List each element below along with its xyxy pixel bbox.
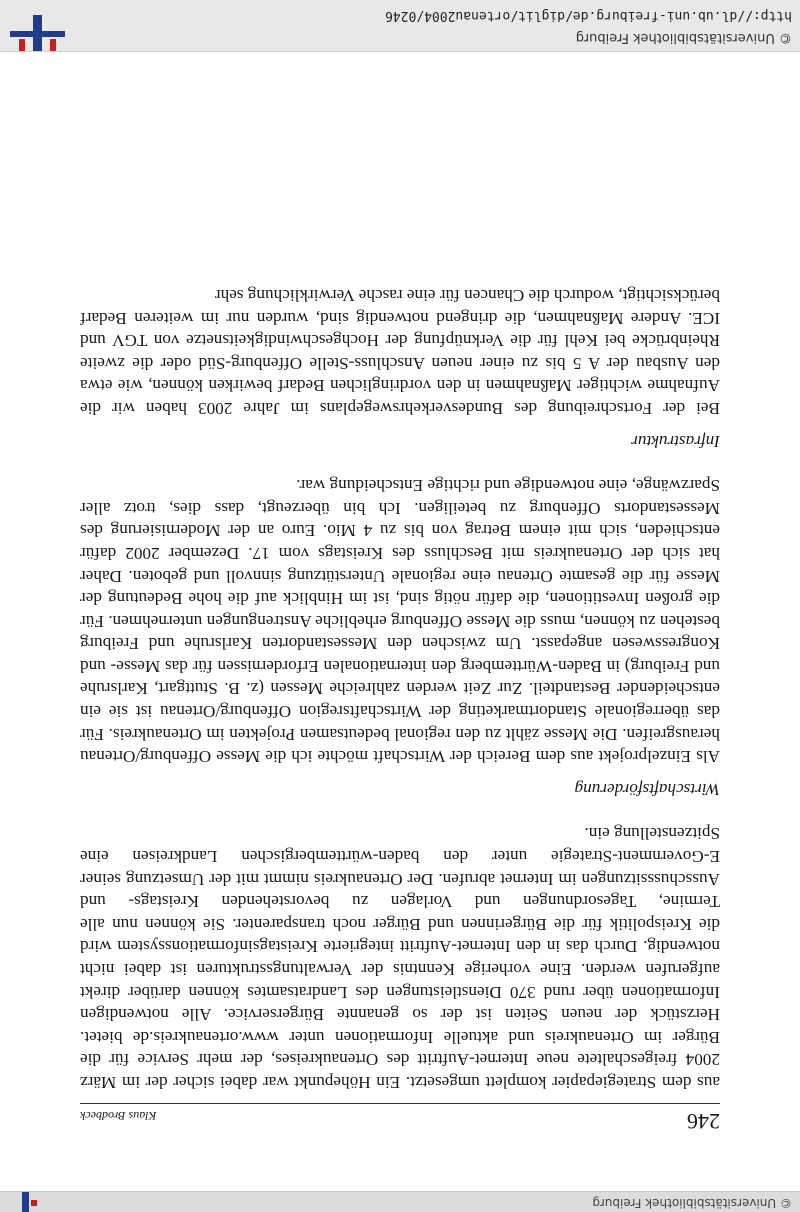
page-body [80, 283, 720, 1093]
page-content [80, 283, 720, 1142]
page-header [80, 1103, 720, 1142]
section-heading: Infrastruktur [631, 431, 720, 451]
running-head-author: Klaus Brodbeck [80, 1109, 157, 1123]
library-logo-icon [22, 1192, 29, 1212]
paragraph: Als Einzelprojekt aus dem Bereich der Wirtschaft möchte ich die Messe Offenburg/Ortenau herausgreifen. Die Messe zählt zu den regional bedeutsamen Projekten im Ortenaukreis. Für das überregionale Standortmarketing der Wirtschaftsregion Offenburg/Ortenau ist sie ein entscheidender Bestandteil. Zur Zeit werden zahlreiche Messen (z. B. Stuttgart, Karlsruhe und Freiburg) in Baden-Württemberg den internationalen Erfordernissen für das Messe- und Kongresswesen angepasst. Um zwischen den Messestandorten Karlsruhe und Freiburg bestehen zu können, muss die Messe Offenburg erhebliche Anstrengungen unternehmen. Für die großen Investitionen, die dafür nötig sind, ist im Hinblick auf die hohe Bedeutung der Messe für die gesamte Ortenau eine regionale Unterstützung sinnvoll und geboten. Daher hat sich der Ortenaukreis mit Beschluss des Kreistags vom 17. Dezember 2002 dafür entschieden, sich mit einem Betrag von bis zu 4 Mio. Euro an der Modernisierung des Messestandorts Offenburg zu beteiligen. Ich bin überzeugt, dass dies, trotz aller Sparzwänge, eine notwendige und richtige Entscheidung war. [80, 476, 720, 767]
bottom-toolbar [0, 0, 800, 52]
library-logo-accent-icon [50, 39, 56, 51]
library-logo-bar-icon [10, 31, 65, 37]
source-url-link[interactable]: http://dl.ub.uni-freiburg.de/diglit/ortenau2004/0246 [385, 8, 792, 23]
top-toolbar [0, 1191, 800, 1212]
library-logo-accent-icon [19, 39, 25, 51]
footer-credit: © Universitätsbibliothek Freiburg [575, 30, 792, 45]
page-number: 246 [687, 1109, 720, 1134]
section-heading: Wirtschaftsförderung [574, 779, 720, 799]
library-logo-accent-icon [31, 1200, 37, 1206]
paragraph: aus dem Strategiepapier komplett umgesetzt. Ein Höhepunkt war dabei sicher der im März 2004 freigeschaltete neue Internet-Auftritt des Ortenaukreises, der mehr Service für die Bürger im Ortenaukreis und aktuelle Informationen unter www.ortenaukreis.de bietet. Herzstück der neuen Seiten ist der so genannte Bürgerservice. Alle notwendigen Informationen über rund 370 Dienstleistungen des Landratsamtes können darüber direkt aufgerufen werden. Eine vorherige Kenntnis der Verwaltungsstrukturen ist dabei nicht notwendig. Durch das in den Internet-Auftritt integrierte Kreistagsinformationssystem wird die Kreispolitik für die Bürgerinnen und Bürger noch transparenter. Sie können nun alle Termine, Tagesordnungen und Vorlagen zu bevorstehenden Kreistags- und Ausschusssitzungen im Internet abrufen. Der Ortenaukreis nimmt mit der Umsetzung seiner E-Government-Strategie unter den baden-württembergischen Landkreisen eine Spitzenstellung ein. [80, 824, 720, 1092]
paragraph: Bei der Fortschreibung des Bundesverkehrswegeplans im Jahre 2003 haben wir die Aufnahme wichtiger Maßnahmen in den vordringlichen Bedarf bewirken können, wie etwa den Ausbau der A 5 bis zu einer neuen Anschluss-Stelle Offenburg-Süd oder die zweite Rheinbrücke bei Kehl für die Verknüpfung der Hochgeschwindigkeitsnetze von TGV und ICE. Andere Maßnahmen, die dringend notwendig sind, wurden nur im weiteren Bedarf berücksichtigt, wodurch die Chancen für eine rasche Verwirklichung sehr [80, 286, 720, 418]
top-credit: © Universitätsbibliothek Freiburg [592, 1196, 792, 1210]
